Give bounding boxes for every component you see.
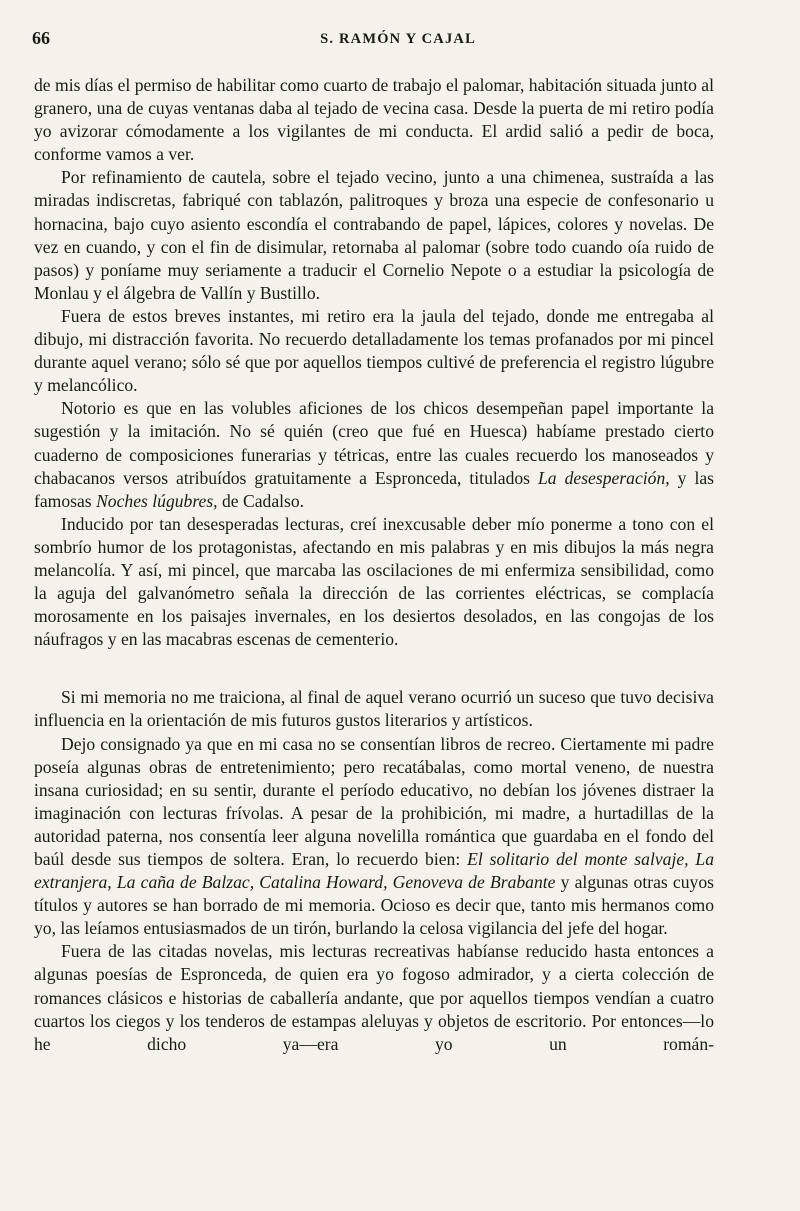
paragraph-1: de mis días el permiso de habilitar como cuarto de trabajo el palomar, habitación situada junto al granero, una de cuyas ventanas daba al tejado de vecina casa. Desde la puerta de mi retiro podía yo avizorar cómodamente a los vigilantes de mi conducta. El ardid salió a pedir de boca, conforme vamos a ver. bbox=[34, 75, 714, 165]
title-la-desesperacion: La desesperación, bbox=[538, 467, 670, 488]
paragraph-4: Notorio es que en las volubles aficiones de los chicos desempeñan papel importante la sugestión y la imitación. No sé quién (creo que fué en Huesca) habíame prestado cierto cuaderno de composiciones funerarias y tétricas, entre las cuales recuerdo los manoseados y chabacanos versos atribuídos gratuitamente a Espronceda, titulados La desesperación, y las famosas Noches lúgubres, de Cadalso. bbox=[34, 398, 715, 511]
page-number: 66 bbox=[32, 28, 50, 48]
page-header bbox=[32, 28, 764, 54]
body-text bbox=[34, 74, 714, 1056]
paragraph-6: Si mi memoria no me traiciona, al final de aquel verano ocurrió un suceso que tuvo decisiva influencia en la orientación de mis futuros gustos literarios y artísticos. bbox=[34, 687, 714, 731]
paragraph-2: Por refinamiento de cautela, sobre el tejado vecino, junto a una chimenea, sustraída a las miradas indiscretas, fabriqué con tablazón, palitroques y broza una especie de confesonario u hornacina, bajo cuyo asiento escondía el contrabando de papel, lápices, colores y novelas. De vez en cuando, y con el fin de disimular, retornaba al palomar (sobre todo cuando oía ruido de pasos) y poníame muy seriamente a traducir el Cornelio Nepote o a estudiar la psicología de Monlau y el álgebra de Vallín y Bustillo. bbox=[34, 167, 714, 303]
paragraph-8: Fuera de las citadas novelas, mis lecturas recreativas habíanse reducido hasta entonces a algunas poesías de Espronceda, de quien era yo fogoso admirador, y a cierta colección de romances clásicos e historias de caballería andante, que por aquellos tiempos vendían a cuatro cuartos los ciegos y los tenderos de estampas aleluyas y objetos de escritorio. Por entonces—lo he dicho ya—era yo un román- bbox=[34, 941, 714, 1054]
title-noches-lugubres: Noches lúgubres, bbox=[96, 490, 218, 511]
paragraph-5: Inducido por tan desesperadas lecturas, creí inexcusable deber mío ponerme a tono con el sombrío humor de los protagonistas, afectando en mis palabras y en mis dibujos la más negra melancolía. Y así, mi pincel, que marcaba las oscilaciones de mi enfermiza sensibilidad, como la aguja del galvanómetro señala la dirección de las corrientes eléctricas, se complacía morosamente en los paisajes invernales, en los desiertos desolados, en las congojas de los náufragos y en las macabras escenas de cementerio. bbox=[34, 513, 714, 650]
paragraph-3: Fuera de estos breves instantes, mi retiro era la jaula del tejado, donde me entregaba al dibujo, mi distracción favorita. No recuerdo detalladamente los temas profanados por mi pincel durante aquel verano; sólo sé que por aquellos tiempos cultivé de preferencia el registro lúgubre y melancólico. bbox=[34, 305, 714, 396]
novel-titles: El solitario del monte salvaje, La extranjera, La caña de Balzac, Catalina Howard, Genoveva de Brabante bbox=[34, 849, 714, 893]
running-head: S. RAMÓN Y CAJAL bbox=[320, 31, 476, 47]
paragraph-7: Dejo consignado ya que en mi casa no se consentían libros de recreo. Ciertamente mi padre poseía algunas obras de entretenimiento; pero recatábalas, como mortal veneno, de nuestra insana curiosidad; en su sentir, durante el período educativo, no debían los jóvenes distraer la imaginación con lecturas frívolas. A pesar de la prohibición, mi madre, a hurtadillas de la autoridad paterna, nos consentía leer alguna novelilla romántica que guardaba en el fondo del baúl desde sus tiempos de soltera. Eran, lo recuerdo bien: El solitario del monte salvaje, La extranjera, La caña de Balzac, Catalina Howard, Genoveva de Brabante y algunas otras cuyos títulos y autores se han borrado de mi memoria. Ocioso es decir que, tanto mis hermanos como yo, las leíamos entusiasmados de un tirón, burlando la celosa vigilancia del jefe del hogar. bbox=[34, 733, 714, 939]
